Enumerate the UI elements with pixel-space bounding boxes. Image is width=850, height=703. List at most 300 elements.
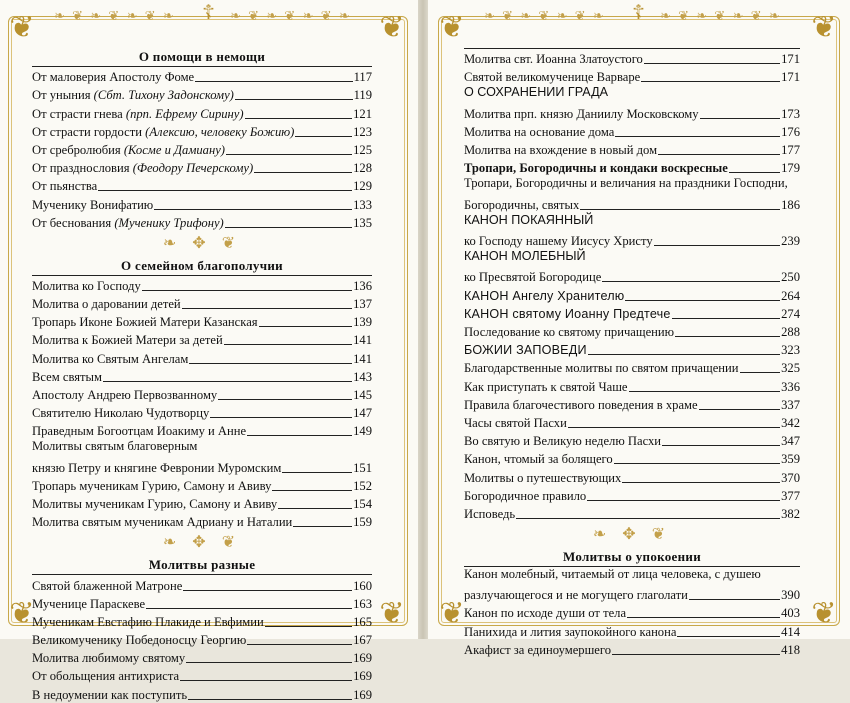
toc-entry-title [32, 479, 271, 494]
toc-entry[interactable] [464, 603, 800, 621]
toc-entry-saint: (прп. Ефрему Сирину) [125, 106, 244, 121]
page-number: 169 [353, 651, 372, 666]
toc-entry-title [32, 615, 264, 630]
corner-ornament: ❦ [811, 597, 837, 630]
page-number: 160 [353, 578, 372, 593]
page-number: 377 [781, 488, 800, 503]
page-number: 370 [781, 470, 800, 485]
cross-icon: ☦ [632, 2, 645, 24]
toc-entry-title [464, 452, 613, 467]
toc-entry-title-text: Молитва ко Господу [32, 278, 141, 293]
toc-entry[interactable] [32, 648, 372, 666]
leader-line [210, 417, 352, 418]
toc-entry[interactable] [464, 640, 800, 658]
toc-entry[interactable] [464, 231, 800, 249]
toc-entry[interactable] [32, 348, 372, 366]
toc-entry[interactable] [464, 122, 800, 140]
leader-line [293, 526, 352, 527]
leader-line [254, 172, 352, 173]
toc-entry-title-text: Тропарь Иконе Божией Матери Казанская [32, 315, 258, 330]
toc-entry-title-text: ко Господу нашему Иисусу Христу [464, 234, 653, 249]
toc-entry-text: КАНОН МОЛЕБНЫЙ [464, 249, 586, 264]
toc-entry-title [32, 161, 253, 176]
page-number: 169 [353, 669, 372, 684]
section-title: Молитвы разные [148, 557, 256, 573]
toc-entry[interactable] [32, 294, 372, 312]
toc-entry-title-text: Праведным Богоотцам Иоакиму и Анне [32, 424, 247, 439]
book-gutter [418, 0, 428, 639]
toc-entry-title-text: От сребролюбия [32, 142, 124, 157]
toc-entry[interactable] [32, 421, 372, 439]
page-number: 173 [781, 106, 800, 121]
page-number: 418 [781, 642, 800, 657]
leader-line [587, 500, 780, 501]
leader-line [259, 326, 353, 327]
toc-entry-title-text: Молитва к Божией Матери за детей [32, 333, 223, 348]
toc-entry-title-text: БОЖИИ ЗАПОВЕДИ [464, 343, 587, 358]
leader-line [103, 381, 352, 382]
leader-line [658, 154, 780, 155]
toc-entry-title [464, 143, 657, 158]
toc-entry-title-text: От маловерия Апостолу Фоме [32, 70, 195, 85]
leader-line [629, 391, 781, 392]
leader-line [98, 190, 352, 191]
toc-entry-title [32, 579, 182, 594]
leader-line [740, 372, 781, 373]
toc-entry[interactable] [32, 666, 372, 684]
toc-entry-title [464, 398, 698, 413]
page-number: 159 [353, 515, 372, 530]
toc-entry-title [32, 107, 244, 122]
toc-entry-title-text: Молитвы мученикам Гурию, Самону и Авиву [32, 497, 278, 512]
page-number: 163 [353, 596, 372, 611]
toc-entry-title-text: Канон, чтомый за болящего [464, 452, 613, 467]
toc-entry-title-text: Правила благочестивого поведения в храме [464, 397, 698, 412]
toc-entry-title [464, 471, 621, 486]
toc-entry-title-text: Апостолу Андрею Первозванному [32, 388, 218, 402]
leader-line [247, 435, 352, 436]
toc-entry-title [464, 625, 676, 640]
toc-entry-title-text: Богородичное правило [464, 488, 587, 503]
leader-line [247, 644, 352, 645]
toc-entry-title-text: Молитвы о путешествующих [464, 470, 622, 485]
toc-entry-title-text: Канон по исходе души от тела [464, 606, 627, 621]
toc-entry-title [464, 489, 586, 504]
toc-left [32, 48, 372, 703]
page-number: 359 [781, 452, 800, 467]
page-number: 147 [353, 406, 372, 421]
page-number: 336 [781, 379, 800, 394]
toc-entry[interactable] [464, 49, 800, 67]
toc-entry-text: КАНОН ПОКАЯННЫЙ [464, 212, 594, 227]
leader-line [662, 445, 780, 446]
toc-entry[interactable] [464, 504, 800, 522]
leader-line [245, 118, 353, 119]
toc-entry[interactable] [32, 403, 372, 421]
page-number: 141 [353, 351, 372, 366]
leader-line [625, 300, 780, 301]
toc-entry-title-text: Благодарственные молитвы по святом причащении [464, 361, 739, 376]
toc-entry-title-text: Молитва свт. Иоанна Златоустого [464, 52, 643, 67]
vine-ornament: ❧ ❦ ❧ ❦ ❧ ❦ ❧ [54, 8, 176, 23]
page-number: 186 [781, 197, 800, 212]
toc-entry-title-text: Молитва святым мученикам Адриану и Наталии [32, 515, 293, 530]
toc-entry-title-text: Мученикам Евстафию Плакиде и Евфимии [32, 614, 264, 629]
leader-line [272, 490, 352, 491]
page-number: 133 [353, 197, 372, 212]
leader-line [615, 136, 780, 137]
toc-entry-title-text: Молитва о даровании детей [32, 297, 181, 312]
toc-entry-title [464, 52, 643, 67]
page-number: 414 [781, 624, 800, 639]
page-number: 171 [781, 70, 800, 85]
page-number: 176 [781, 124, 800, 139]
toc-entry[interactable] [464, 376, 800, 394]
page-number: 179 [781, 161, 800, 176]
page-number: 149 [353, 424, 372, 439]
toc-entry-title [464, 70, 640, 85]
page-number: 337 [781, 397, 800, 412]
page-number: 390 [781, 588, 800, 603]
toc-entry-title [464, 361, 739, 376]
toc-entry[interactable] [32, 476, 372, 494]
toc-entry-title [464, 107, 699, 122]
toc-entry-title [464, 325, 674, 340]
leader-line [654, 245, 780, 246]
page-number: 129 [353, 179, 372, 194]
toc-entry-saint: (Сбт. Тихону Задонскому) [93, 88, 234, 103]
toc-entry-title-text: Святой блаженной Матроне [32, 578, 183, 593]
toc-entry-title [32, 370, 102, 385]
page-number: 342 [781, 415, 800, 430]
toc-entry-title-text: Молитва на вхождение в новый дом [464, 143, 658, 158]
toc-entry-title [32, 406, 209, 421]
toc-entry[interactable] [464, 621, 800, 639]
toc-entry[interactable] [32, 85, 372, 103]
page-number: 125 [353, 142, 372, 157]
toc-entry-title-text: ко Пресвятой Богородице [464, 270, 602, 285]
leader-line [641, 81, 780, 82]
page-number: 135 [353, 215, 372, 230]
corner-ornament: ❦ [379, 597, 405, 630]
toc-entry-title-text: Молитва любимому святому [32, 651, 186, 666]
toc-entry-title [32, 669, 179, 684]
page-number: 169 [353, 687, 372, 702]
toc-entry-title [464, 125, 614, 140]
toc-entry-title [32, 633, 246, 648]
toc-entry[interactable] [32, 612, 372, 630]
toc-entry-title [464, 270, 601, 285]
leader-line [265, 626, 352, 627]
leader-line [614, 463, 780, 464]
toc-entry-title-text: Панихида и лития заупокойного канона [464, 624, 677, 639]
toc-entry-title-text: Тропари, Богородичны и кондаки воскресные [464, 161, 728, 176]
toc-entry-title-text: От обольщения антихриста [32, 669, 180, 684]
toc-entry[interactable] [464, 449, 800, 467]
leader-line [689, 599, 780, 600]
toc-entry-title-text: От беснования [32, 215, 115, 230]
page-number: 121 [353, 106, 372, 121]
vine-ornament: ❧ ❦ ❧ ❦ ❧ ❦ ❧ [484, 8, 606, 23]
corner-ornament: ❦ [9, 597, 35, 630]
page-number: 136 [353, 278, 372, 293]
toc-entry-saint: (Мученику Трифону) [114, 215, 224, 230]
leader-line [182, 308, 352, 309]
toc-entry[interactable] [464, 467, 800, 485]
leader-line [622, 482, 780, 483]
toc-entry-title-text: Всем святым [32, 369, 102, 384]
section-title: О семейном благополучии [121, 257, 283, 273]
section-title: О помощи в немощи [138, 49, 266, 64]
leader-line [282, 472, 352, 473]
page-number: 151 [353, 460, 372, 475]
toc-entry-title [32, 297, 181, 312]
toc-entry[interactable] [32, 122, 372, 140]
toc-entry-title-text: разлучающегося и не могущего глаголати [464, 588, 688, 603]
leader-line [183, 590, 352, 591]
leader-line [195, 81, 352, 82]
toc-entry-title-text: КАНОН святому Иоанну Предтече [464, 306, 671, 321]
page-number: 274 [781, 306, 800, 321]
toc-entry[interactable] [32, 312, 372, 330]
toc-entry-title-text: Акафист за единоумершего [464, 642, 612, 657]
toc-entry-title [32, 198, 153, 213]
section-divider-ornament: ❧ ✥ ❦ [592, 525, 672, 543]
toc-entry-title-text: Святителю Николаю Чудотворцу [32, 406, 210, 421]
toc-entry-title [464, 434, 661, 449]
toc-entry-title-text: Богородичны, святых [464, 197, 580, 212]
toc-entry[interactable] [464, 67, 800, 85]
toc-entry-saint: (Косме и Дамиану) [123, 142, 225, 157]
toc-entry[interactable] [464, 158, 800, 176]
leader-line [189, 363, 352, 364]
toc-entry-title [32, 352, 188, 367]
toc-entry-title [464, 343, 587, 358]
toc-entry[interactable] [32, 67, 372, 85]
toc-entry-title [32, 688, 187, 703]
page-number: 382 [781, 506, 800, 521]
leader-line [218, 399, 352, 400]
toc-entry-title [464, 606, 626, 621]
toc-entry-title [32, 216, 224, 231]
toc-entry-title [464, 507, 515, 522]
toc-entry[interactable] [464, 413, 800, 431]
toc-entry[interactable] [32, 158, 372, 176]
leader-line [146, 608, 352, 609]
toc-entry-title [464, 416, 567, 431]
toc-entry[interactable] [32, 494, 372, 512]
toc-entry[interactable] [464, 358, 800, 376]
toc-entry[interactable] [32, 594, 372, 612]
toc-entry[interactable] [464, 104, 800, 122]
page-number: 165 [353, 614, 372, 629]
toc-entry-title [32, 333, 223, 348]
toc-entry[interactable] [32, 684, 372, 702]
toc-entry-title [464, 380, 628, 395]
leader-line [580, 209, 780, 210]
leader-line [677, 636, 780, 637]
page-number: 145 [353, 388, 372, 402]
toc-entry-title [464, 161, 728, 176]
toc-entry[interactable] [464, 322, 800, 340]
toc-entry[interactable] [32, 140, 372, 158]
page-number: 347 [781, 434, 800, 449]
leader-line [278, 508, 352, 509]
toc-entry-title [464, 307, 671, 322]
toc-entry-title-text: Святой великомученице Варваре [464, 70, 641, 85]
page-number: 143 [353, 369, 372, 384]
toc-entry-title-text: От пьянства [32, 179, 98, 194]
toc-entry-title [32, 651, 185, 666]
toc-entry-title [32, 388, 217, 403]
toc-entry[interactable] [32, 176, 372, 194]
toc-entry[interactable] [464, 585, 800, 603]
toc-entry[interactable] [32, 213, 372, 231]
toc-entry[interactable] [464, 340, 800, 358]
toc-entry[interactable] [464, 285, 800, 303]
leader-line [627, 617, 780, 618]
section-divider-ornament: ❧ ✥ ❦ [162, 234, 242, 252]
toc-entry-title [32, 461, 281, 476]
leader-line [235, 99, 353, 100]
toc-entry[interactable] [464, 395, 800, 413]
toc-entry[interactable] [464, 486, 800, 504]
toc-entry-title-text: Часы святой Пасхи [464, 415, 567, 430]
leader-line [700, 118, 781, 119]
toc-entry[interactable] [32, 103, 372, 121]
page-number: 323 [781, 343, 800, 358]
leader-line [516, 518, 780, 519]
toc-entry[interactable] [32, 512, 372, 530]
vine-ornament: ❧ ❦ ❧ ❦ ❧ ❦ ❧ [230, 8, 352, 23]
toc-entry-title-text: Молитва прп. князю Даниилу Московскому [464, 106, 699, 121]
toc-entry[interactable] [464, 267, 800, 285]
toc-entry-title-text: Во святую и Великую неделю Пасхи [464, 434, 662, 449]
toc-entry-text: Тропари, Богородичны и величания на праздники Господни, [464, 176, 788, 191]
toc-entry[interactable] [464, 195, 800, 213]
toc-entry[interactable] [32, 330, 372, 348]
toc-entry[interactable] [32, 575, 372, 593]
toc-entry-text: Молитвы святым благоверным [32, 439, 198, 454]
leader-line [612, 654, 780, 655]
toc-entry-title [464, 234, 653, 249]
toc-entry-title [32, 279, 141, 294]
leader-line [225, 227, 352, 228]
toc-entry-title-text: От страсти гордости [32, 124, 146, 139]
section-divider-ornament: ❧ ✥ ❦ [162, 534, 242, 552]
toc-entry-title [32, 515, 292, 530]
page-number: 403 [781, 606, 800, 621]
toc-entry-title-text: От уныния [32, 88, 94, 103]
toc-entry-title [32, 143, 225, 158]
page-number: 177 [781, 143, 800, 158]
page-number: 119 [353, 88, 372, 103]
leader-line [699, 409, 781, 410]
leader-line [186, 662, 352, 663]
leader-line [644, 63, 780, 64]
page-number: 141 [353, 333, 372, 348]
toc-entry-title-text: Молитва ко Святым Ангелам [32, 351, 189, 366]
leader-line [188, 699, 352, 700]
page-number: 239 [781, 234, 800, 249]
leader-line [295, 136, 352, 137]
toc-entry-title [464, 588, 688, 603]
leader-line [142, 290, 352, 291]
toc-entry-title-text: От страсти гнева [32, 106, 126, 121]
toc-entry-title [32, 424, 246, 439]
toc-entry-text: Канон молебный, читаемый от лица человека, с душею [464, 566, 761, 581]
toc-entry-saint: (Алексию, человеку Божию) [145, 124, 295, 139]
toc-right [464, 48, 800, 658]
toc-entry[interactable] [32, 276, 372, 294]
leader-line [588, 354, 780, 355]
toc-entry-title-text: Как приступать к святой Чаше [464, 379, 628, 394]
leader-line [602, 281, 780, 282]
toc-entry-title [464, 289, 624, 304]
toc-entry-title-text: Мученику Вонифатию [32, 197, 154, 212]
toc-entry-title [32, 315, 258, 330]
leader-line [226, 154, 352, 155]
toc-entry-title-text: КАНОН Ангелу Хранителю [464, 288, 625, 303]
corner-ornament: ❦ [811, 11, 837, 44]
toc-entry[interactable] [464, 431, 800, 449]
toc-entry-title [32, 597, 145, 612]
page-number: 123 [353, 124, 372, 139]
corner-ornament: ❦ [439, 597, 465, 630]
section-title: Молитвы о упокоении [562, 548, 702, 564]
leader-line [729, 172, 780, 173]
toc-entry-title-text: Молитва на основание дома [464, 124, 615, 139]
leader-line [568, 427, 780, 428]
page-number: 139 [353, 315, 372, 330]
toc-entry-title-text: От празднословия [32, 161, 133, 176]
corner-ornament: ❦ [379, 11, 405, 44]
leader-line [675, 336, 780, 337]
toc-entry[interactable] [32, 367, 372, 385]
page-number: 154 [353, 497, 372, 512]
leader-line [154, 209, 352, 210]
toc-entry-title [32, 125, 294, 140]
leader-line [224, 344, 352, 345]
toc-entry[interactable] [32, 385, 372, 403]
page-number: 152 [353, 478, 372, 493]
page-number: 288 [781, 325, 800, 339]
toc-entry-title-text: Тропарь мученикам Гурию, Самону и Авиву [32, 478, 272, 493]
right-page [428, 0, 850, 657]
toc-entry-text: О СОХРАНЕНИИ ГРАДА [464, 85, 609, 100]
toc-entry-title [32, 497, 277, 512]
toc-entry-title-text: Последование ко святому причащению [464, 325, 675, 339]
toc-entry-saint: (Феодору Печерскому) [132, 161, 254, 176]
toc-entry[interactable] [32, 630, 372, 648]
toc-entry[interactable] [464, 140, 800, 158]
toc-entry-title [32, 88, 234, 103]
toc-entry-title [32, 70, 194, 85]
toc-entry-title-text: князю Петру и княгине Февронии Муромским [32, 460, 282, 475]
corner-ornament: ❦ [439, 11, 465, 44]
toc-entry-title-text: В недоумении как поступить [32, 687, 188, 702]
toc-entry[interactable] [32, 458, 372, 476]
toc-entry-title-text: Великомученику Победоносцу Георгию [32, 633, 247, 648]
page-number: 117 [353, 70, 372, 85]
page-number: 128 [353, 161, 372, 176]
toc-entry-title [464, 198, 579, 213]
cross-icon: ☦ [202, 2, 215, 24]
page-number: 137 [353, 297, 372, 312]
page-number: 325 [781, 361, 800, 376]
toc-entry[interactable] [464, 304, 800, 322]
toc-entry[interactable] [32, 194, 372, 212]
